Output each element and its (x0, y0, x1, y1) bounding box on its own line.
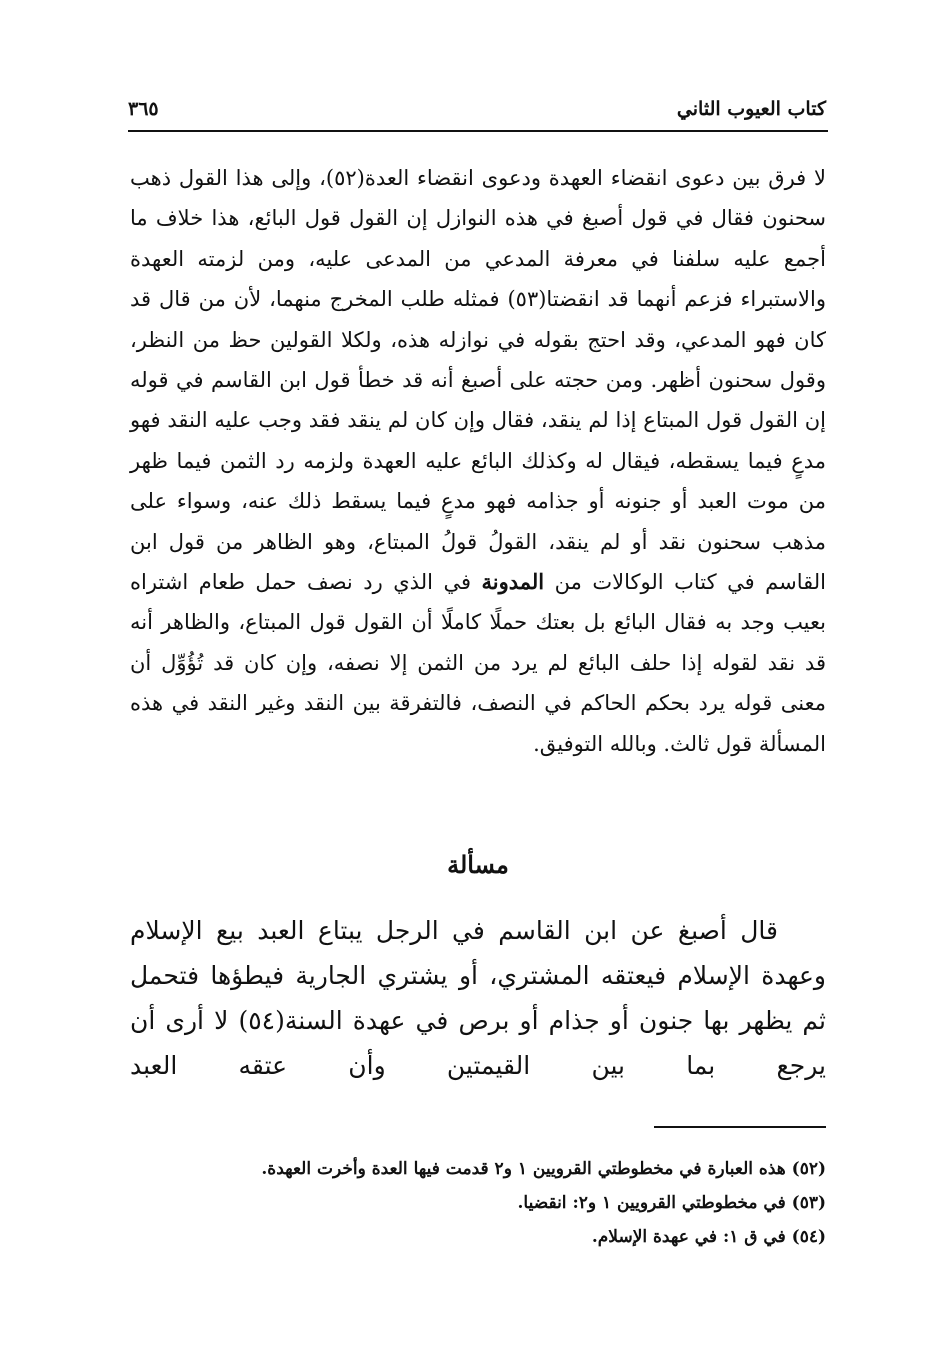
footnotes-list (186, 1152, 826, 1254)
page-number: ٣٦٥ (128, 98, 159, 120)
paragraph-text: لا فرق بين دعوى انقضاء العهدة ودعوى انقضاء العدة(٥٢)، وإلى هذا القول ذهب سحنون فقال في قول أصبغ في هذه النوازل إن القول قول البائع، هذا خلاف ما أجمع عليه سلفنا في معرفة المدعي من المدعى عليه، ومن لزمته العهدة والاستبراء فزعم أنهما قد انقضتا(٥٣) فمثله طلب المخرج منهما، لأن من قال قد كان فهو المدعي، وقد احتج بقوله في نوازله هذه، ولكلا القولين حظ من النظر، وقول سحنون أظهر. ومن حجته على أصبغ أنه قد خطأ قول ابن القاسم في قوله إن القول قول المبتاع إذا لم ينقد، فقال وإن كان لم ينقد فقد وجب عليه النقد فهو مدعٍ فيما يسقطه، فيقال له وكذلك البائع عليه العهدة ولزمه رد الثمن فيما ظهر من موت العبد أو جنونه أو جذامه فهو مدعٍ فيما يسقط ذلك عنه، وسواء على مذهب سحنون نقد أو لم ينقد، القولُ قولُ المبتاع، وهو الظاهر من قول ابن القاسم في كتاب الوكالات من (130, 166, 826, 595)
section-title: مسألة (447, 850, 509, 879)
footnote-54: (٥٤) في ق ١: في عهدة الإسلام. (591, 1227, 826, 1247)
section-paragraph: قال أصبغ عن ابن القاسم في الرجل يبتاع العبد بيع الإسلام وعهدة الإسلام فيعتقه المشتري، أو يشتري الجارية فيطؤها فتحمل ثم يظهر بها جنون أو جذام أو برص في عهدة السنة(٥٤) لا أرى أن يرجع بما بين القيمتين وأن عتقه العبد (130, 916, 827, 1080)
main-paragraph (130, 158, 826, 764)
footnote-53: (٥٣) في مخطوطتي القرويين ١ و٢: انقضيا. (517, 1193, 826, 1213)
page-header (128, 96, 826, 130)
footnote-rule (654, 1126, 826, 1128)
running-title: كتاب العيوب الثاني (676, 98, 826, 120)
paragraph-continued-text: في الذي رد نصف حمل طعام اشتراه بعيب وجد به فقال البائع بل بعتك حملًا كاملًا أن القول قول المبتاع، والظاهر أنه قد نقد لقوله إذا حلف البائع لم يرد من الثمن إلا نصفه، وإن كان قد تُؤُوِّل أن معنى قوله يرد بحكم الحاكم في النصف، فالتفرقة بين النقد وغير النقد في هذه المسألة قول ثالث. وبالله التوفيق. (130, 570, 826, 756)
highlighted-word: المدونة (481, 569, 545, 595)
header-rule (128, 130, 828, 132)
footnote-52: (٥٢) هذه العبارة في مخطوطتي القرويين ١ و٢ قدمت فيها العدة وأخرت العهدة. (261, 1159, 826, 1179)
